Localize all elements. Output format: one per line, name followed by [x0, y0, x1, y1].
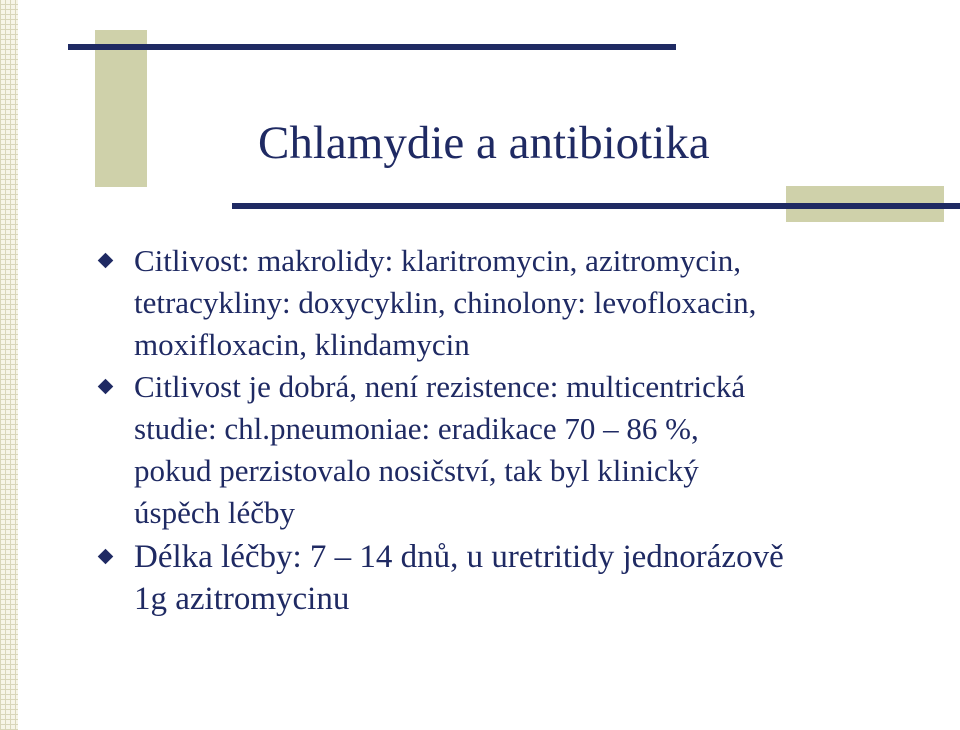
bullet-list — [96, 240, 946, 620]
slide-title: Chlamydie a antibiotika — [258, 117, 710, 169]
bullet-item-resistance — [96, 366, 946, 534]
bullet-line: studie: chl.pneumoniae: eradikace 70 – 86 %, — [134, 411, 699, 446]
bullet-item-duration — [96, 536, 946, 620]
decorative-block-left — [95, 30, 147, 187]
bullet-line: úspěch léčby — [134, 495, 295, 530]
bullet-item-sensitivity — [96, 240, 946, 366]
bullet-line: Citlivost je dobrá, není rezistence: multicentrická — [134, 369, 746, 404]
side-pattern-strip — [0, 0, 18, 730]
bullet-line: Délka léčby: 7 – 14 dnů, u uretritidy jednorázově — [134, 539, 784, 575]
bullet-line: tetracykliny: doxycyklin, chinolony: levofloxacin, — [134, 285, 757, 320]
decorative-bar-bottom — [232, 203, 960, 209]
bullet-line: 1g azitromycinu — [134, 581, 350, 617]
diamond-bullet-icon — [98, 549, 114, 565]
diamond-bullet-icon — [98, 253, 114, 269]
bullet-line: pokud perzistovalo nosičství, tak byl klinický — [134, 453, 699, 488]
diamond-bullet-icon — [98, 379, 114, 395]
bullet-line: Citlivost: makrolidy: klaritromycin, azitromycin, — [134, 243, 741, 278]
bullet-line: moxifloxacin, klindamycin — [134, 327, 470, 362]
decorative-bar-top — [68, 44, 676, 50]
